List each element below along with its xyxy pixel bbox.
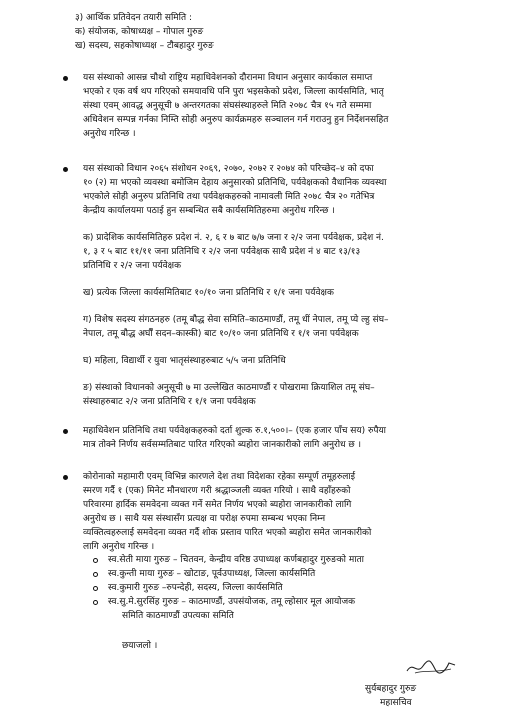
item-ka-line: प्रतिनिधि र २/२ जना पर्यवेक्षक [83,261,181,271]
committee-heading: ३) आर्थिक प्रतिवेदन तयारी समिति : [75,13,193,23]
item-gha: घ) महिला, विद्यार्थी र युवा भातृसंस्थाहरुबाट ५/५ जना प्रतिनिधि [83,356,286,366]
para2-line: भएकोले सोही अनुरुप प्रतिनिधि तथा पर्यवेक्षकहरुको नामावली मिति २०७८ चैत्र २० गतेभित्र [83,192,375,202]
bullet-icon [63,475,68,480]
committee-coordinator: क) संयोजक, कोषाध्यक्ष – गोपाल गुरुङ [75,27,204,37]
para4-line: परिवारमा हार्दिक समवेदना व्यक्त गर्ने समेत निर्णय भएको ब्यहोरा जानकारीको लागि [83,500,352,510]
para2-line: केन्द्रीय कार्यालयमा पठाई हुन सम्बन्धित सबै कार्यसमितिहरुमा अनुरोध गरिन्छ । [83,206,335,216]
para2-line: १० (२) मा भएको व्यवस्था बमोजिम देहाय अनुसारको प्रतिनिधि, पर्यवेक्षकको वैधानिक व्यवस्था [83,178,387,188]
item-nga-line: ङ) संस्थाको विधानको अनुसूची ७ मा उल्लेखित काठमाण्डौं र पोखरामा क्रियाशिल तमू संघ– [83,383,375,393]
item-nga-line: संस्थाहरुबाट २/२ जना प्रतिनिधि र १/१ जना पर्यवेक्षक [83,397,256,407]
para4-line: स्मरण गर्दै १ (एक) मिनेट मौनधारण गरी श्रद्धाञ्जली व्यक्त गरियो । साथै वहाँहरुको [83,486,351,496]
signatory-title: महासचिव [380,698,412,708]
para1-line: संस्था एवम् आवद्ध अनुसूची ७ अन्तरगतका संघसंस्थाहरुले मिति २०७८ चैत्र १५ गते सम्ममा [83,101,372,111]
item-kha: ख) प्रत्येक जिल्ला कार्यसमितिबाट १०/१० जना प्रतिनिधि र १/१ जना पर्यवेक्षक [83,288,334,298]
deceased-item: स्व.सेती माया गुरुङ – चितवन, केन्द्रीय वरिष्ठ उपाध्यक्ष कर्णबहादुर गुरुङको माता [108,555,365,565]
para4-line: कोरोनाको महामारी एवम् विभिन्न कारणले देश तथा विदेशका रहेका सम्पूर्ण तमूहरुलाई [83,472,356,482]
para2-line: यस संस्थाको विधान २०६५ संशोधन २०६९, २०७०, २०७२ र २०७४ को परिच्छेद–४ को दफा [83,164,374,174]
para1-line: अनुरोध गरिन्छ । [83,129,136,139]
signature-icon [405,657,457,677]
deceased-item: स्व.कुन्ती माया गुरुङ – खोटाङ, पूर्वउपाध्यक्ष, जिल्ला कार्यसमिति [108,569,316,579]
closing-text: छयाजलो । [122,641,158,651]
circle-bullet-icon [93,558,98,563]
bullet-icon [63,76,68,81]
para3-line: मात्र तोक्ने निर्णय सर्वसम्मतिबाट पारित गरिएको ब्यहोरा जानकारीको लागि अनुरोध छ । [83,440,362,450]
deceased-item-continued: समिति काठमाण्डौं उपत्यका समिति [122,611,234,621]
item-ga-line: नेपाल, तमू बौद्ध अर्घौं सदन–कास्की) बाट १०/१० जना प्रतिनिधि र १/१ जना पर्यवेक्षक [83,329,359,339]
item-ka-line: १, ३ र ५ बाट ११/११ जना प्रतिनिधि र २/२ जना पर्यवेक्षक साथै प्रदेश नं ४ बाट १३/१३ [83,247,361,257]
circle-bullet-icon [93,586,98,591]
para4-line: लागि अनुरोध गरिन्छ । [83,542,155,552]
para1-line: अधिवेशन सम्पन्न गर्नका निम्ति सोही अनुरुप कार्यक्रमहरु सञ्चालन गर्न गराउनु हुन निर्देशनसहित [83,115,389,125]
item-ga-line: ग) विशेष सदस्य संगठनहरु (तमू बौद्ध सेवा समिति–काठमाण्डौं, तमू धीं नेपाल, तमू प्ये ल्हु संघ– [83,315,389,325]
para1-line: भएको र एक वर्ष थप गरिएको समयावधि पनि पुरा भइसकेको प्रदेश, जिल्ला कार्यसमिति, भातृ [83,87,384,97]
circle-bullet-icon [93,600,98,605]
para4-line: अनुरोध छ । साथै यस संस्थासँग प्रत्यक्ष वा परोक्ष रुपमा सम्बन्ध भएका निम्न [83,514,326,524]
para1-line: यस संस्थाको आसन्न चौथो राष्ट्रिय महाधिवेशनको दौरानमा विधान अनुसार कार्यकाल समाप्त [83,73,373,83]
committee-member: ख) सदस्य, सहकोषाध्यक्ष – टौबहादुर गुरुङ [75,41,214,51]
item-ka-line: क) प्रादेशिक कार्यसमितिहरु प्रदेश नं. २, ६ र ७ बाट ७/७ जना र २/२ जना पर्यवेक्षक, प्रदेश नं. [83,233,384,243]
circle-bullet-icon [93,572,98,577]
bullet-icon [63,429,68,434]
bullet-icon [63,167,68,172]
deceased-item: स्व.कुमारी गुरुङ –रुपन्देही, सदस्य, जिल्ला कार्यसमिति [108,583,283,593]
para4-line: व्यक्तित्वहरुलाई समवेदना व्यक्त गर्दै शोक प्रस्ताव पारित भएको ब्यहोरा समेत जानकारीको [83,528,372,538]
para3-line: महाधिवेशन प्रतिनिधि तथा पर्यवेक्षकहरुको दर्ता शुल्क रु.१,५००।– (एक हजार पाँच सय) रुपैया [83,426,386,436]
deceased-item: स्व.सु.मे.सुरसिंह गुरुङ – काठमाण्डौं, उपसंयोजक, तमू ल्होसार मूल आयोजक [108,597,356,607]
signatory-name: सुर्यबहादुर गुरुङ [365,684,417,694]
